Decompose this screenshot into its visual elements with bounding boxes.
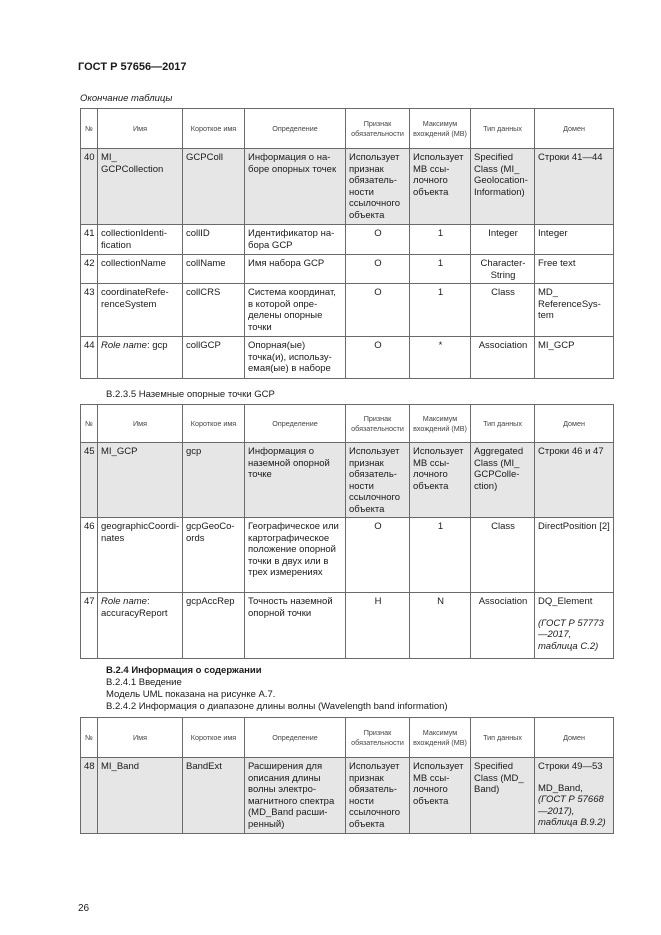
domain-value-secondary: MD_Band,	[538, 782, 583, 794]
col-header-type: Тип данных	[471, 405, 535, 443]
cell-obligation: O	[346, 518, 410, 593]
cell-definition: Идентификатор набора GCP	[245, 225, 346, 255]
col-header-name: Имя	[98, 109, 183, 149]
col-header-max: Максимум вхождений (МВ)	[410, 109, 471, 149]
cell-domain: DirectPosition [2]	[535, 518, 614, 593]
cell-type: Class	[471, 518, 535, 593]
col-header-type: Тип данных	[471, 718, 535, 758]
cell-type: CharacterString	[471, 255, 535, 284]
table-row	[81, 758, 614, 834]
cell-type: Association	[471, 337, 535, 379]
cell-short: GCPColl	[183, 149, 245, 225]
cell-no: 48	[81, 758, 98, 834]
table-caption: Окончание таблицы	[80, 93, 173, 104]
table-row	[81, 255, 614, 284]
cell-obligation: O	[346, 337, 410, 379]
domain-reference-note: (ГОСТ Р 57773—2017, таблица С.2)	[538, 617, 604, 652]
cell-name: geographicCoordinates	[98, 518, 183, 593]
section-model-text: Модель UML показана на рисунке А.7.	[106, 689, 276, 700]
col-header-obligation: Признак обязательности	[346, 405, 410, 443]
section-heading-content: B.2.4 Информация о содержании	[106, 665, 262, 676]
cell-max: *	[410, 337, 471, 379]
role-name-value: : accuracyReport	[101, 596, 168, 619]
col-header-max: Максимум вхождений (МВ)	[410, 405, 471, 443]
table-row	[81, 443, 614, 518]
col-header-domain: Домен	[535, 109, 614, 149]
table-row	[81, 225, 614, 255]
cell-short: collName	[183, 255, 245, 284]
cell-no: 47	[81, 593, 98, 659]
cell-max: 1	[410, 518, 471, 593]
col-header-obligation: Признак обязательности	[346, 718, 410, 758]
cell-max: 1	[410, 255, 471, 284]
col-header-short: Короткое имя	[183, 109, 245, 149]
cell-name	[98, 337, 183, 379]
col-header-definition: Определение	[245, 109, 346, 149]
table-header-row	[81, 405, 614, 443]
cell-type: Specified Class (MI_ GeolocationInformation)	[471, 149, 535, 225]
cell-obligation: Использует признак обязательности ссылочного объекта	[346, 443, 410, 518]
cell-type: Integer	[471, 225, 535, 255]
col-header-definition: Определение	[245, 405, 346, 443]
section-heading: B.2.3.5 Наземные опорные точки GCP	[106, 389, 275, 400]
cell-domain: Free text	[535, 255, 614, 284]
cell-name	[98, 593, 183, 659]
cell-obligation: Н	[346, 593, 410, 659]
cell-domain: Строки 41—44	[535, 149, 614, 225]
cell-type: Class	[471, 284, 535, 337]
cell-max: 1	[410, 284, 471, 337]
table-header-row	[81, 718, 614, 758]
cell-type: Specified Class (MD_ Band)	[471, 758, 535, 834]
cell-definition: Географическое или картографическое положение опорной точки в двух или в трех измерениях	[245, 518, 346, 593]
cell-no: 46	[81, 518, 98, 593]
section-wavelength: B.2.4.2 Информация о диапазоне длины волны (Wavelength band information)	[106, 701, 448, 712]
table-row	[81, 149, 614, 225]
cell-short: collGCP	[183, 337, 245, 379]
cell-definition: Информация о наземной опорной точке	[245, 443, 346, 518]
domain-reference-note: (ГОСТ Р 57668—2017), таблица В.9.2)	[538, 794, 606, 828]
cell-domain	[535, 758, 614, 834]
section-intro: B.2.4.1 Введение	[106, 677, 182, 688]
cell-type: Aggregated Class (MI_ GCPCollection)	[471, 443, 535, 518]
cell-obligation: O	[346, 284, 410, 337]
table-header-row	[81, 109, 614, 149]
cell-definition: Информация о наборе опорных точек	[245, 149, 346, 225]
col-header-domain: Домен	[535, 405, 614, 443]
cell-type: Association	[471, 593, 535, 659]
role-name-value: : gcp	[146, 340, 168, 351]
col-header-name: Имя	[98, 405, 183, 443]
col-header-name: Имя	[98, 718, 183, 758]
cell-max: Использует МВ ссылочного объекта	[410, 758, 471, 834]
domain-value: DQ_Element	[538, 596, 593, 607]
cell-name: coordinateReferenceSystem	[98, 284, 183, 337]
cell-no: 42	[81, 255, 98, 284]
domain-value: Строки 49—53	[538, 761, 603, 772]
role-name-label: Role name	[101, 340, 147, 351]
cell-definition: Опорная(ые) точка(и), используемая(ые) в наборе	[245, 337, 346, 379]
cell-short: gcpGeoCoords	[183, 518, 245, 593]
cell-short: gcp	[183, 443, 245, 518]
cell-short: gcpAccRep	[183, 593, 245, 659]
cell-obligation: O	[346, 225, 410, 255]
cell-definition: Точность наземной опорной точки	[245, 593, 346, 659]
cell-no: 43	[81, 284, 98, 337]
cell-no: 44	[81, 337, 98, 379]
col-header-no: №	[81, 718, 98, 758]
cell-domain: MD_ ReferenceSystem	[535, 284, 614, 337]
cell-definition: Имя набора GCP	[245, 255, 346, 284]
col-header-type: Тип данных	[471, 109, 535, 149]
col-header-short: Короткое имя	[183, 405, 245, 443]
cell-name: MI_GCP	[98, 443, 183, 518]
cell-short: collCRS	[183, 284, 245, 337]
cell-name: collectionName	[98, 255, 183, 284]
cell-short: collID	[183, 225, 245, 255]
cell-short: BandExt	[183, 758, 245, 834]
page-number: 26	[78, 903, 90, 914]
document-header: ГОСТ Р 57656—2017	[78, 61, 187, 73]
cell-name: MI_Band	[98, 758, 183, 834]
cell-max: Использует МВ ссылочного объекта	[410, 443, 471, 518]
col-header-short: Короткое имя	[183, 718, 245, 758]
cell-max: 1	[410, 225, 471, 255]
cell-no: 40	[81, 149, 98, 225]
col-header-definition: Определение	[245, 718, 346, 758]
cell-no: 41	[81, 225, 98, 255]
table-row	[81, 284, 614, 337]
table-band	[80, 717, 614, 834]
cell-definition: Расширения для описания длины волны электромагнитного спектра (MD_Band расширенный)	[245, 758, 346, 834]
cell-domain	[535, 593, 614, 659]
cell-obligation: Использует признак обязательности ссылочного объекта	[346, 758, 410, 834]
cell-obligation: Использует признак обязательности ссылочного объекта	[346, 149, 410, 225]
col-header-no: №	[81, 405, 98, 443]
cell-definition: Система координат, в которой определены опорные точки	[245, 284, 346, 337]
table-row	[81, 518, 614, 593]
table-gcp	[80, 404, 614, 659]
cell-name: collectionIdentification	[98, 225, 183, 255]
cell-max: Использует МВ ссылочного объекта	[410, 149, 471, 225]
table-row	[81, 337, 614, 379]
cell-no: 45	[81, 443, 98, 518]
col-header-obligation: Признак обязательности	[346, 109, 410, 149]
cell-obligation: O	[346, 255, 410, 284]
cell-domain: MI_GCP	[535, 337, 614, 379]
cell-max: N	[410, 593, 471, 659]
col-header-domain: Домен	[535, 718, 614, 758]
col-header-max: Максимум вхождений (МВ)	[410, 718, 471, 758]
cell-name: MI_ GCPCollection	[98, 149, 183, 225]
cell-domain: Integer	[535, 225, 614, 255]
role-name-label: Role name	[101, 596, 147, 607]
cell-domain: Строки 46 и 47	[535, 443, 614, 518]
table-row	[81, 593, 614, 659]
table-gcp-collection	[80, 108, 614, 379]
col-header-no: №	[81, 109, 98, 149]
